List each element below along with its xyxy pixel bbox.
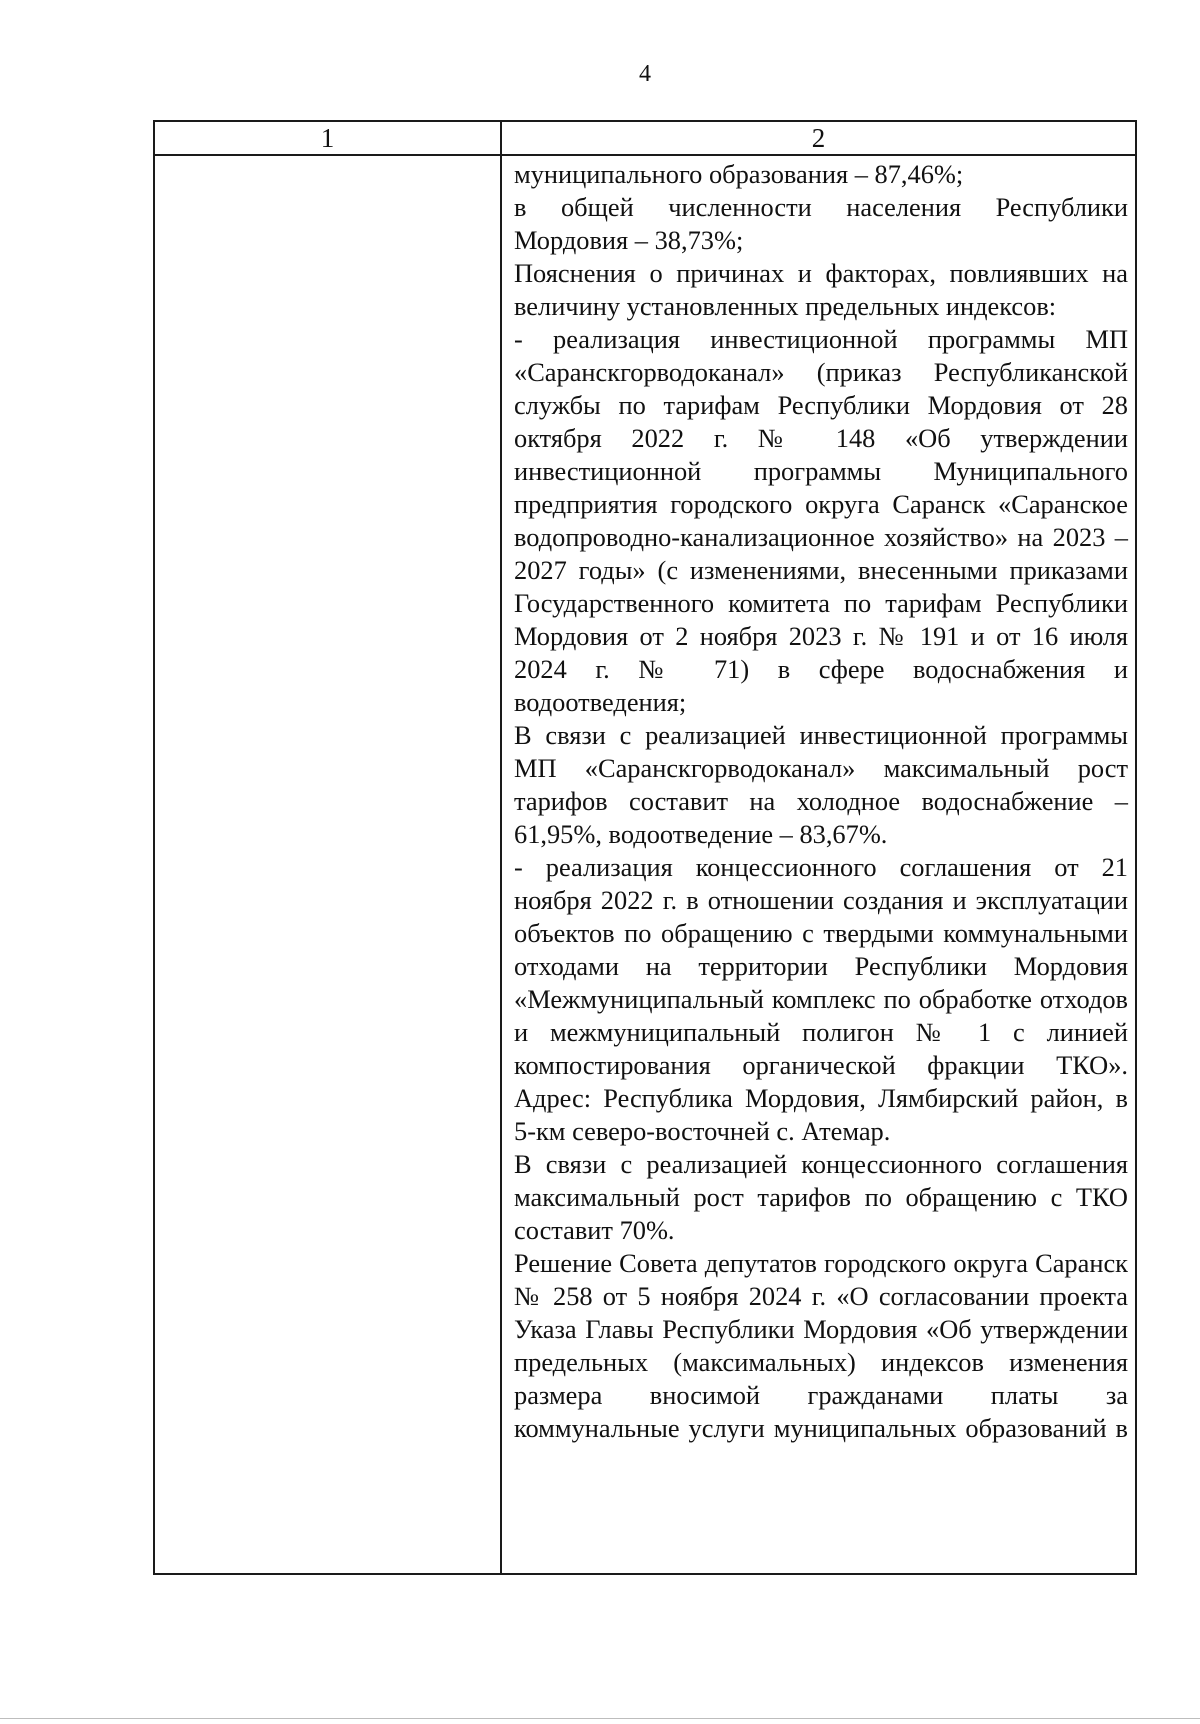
paragraph: В связи с реализацией инвестиционной программы МП «Саранскгорводоканал» максимальный рост тарифов составит на холодное водоснабжение – 61,95%, водоотведение – 83,67%. <box>514 720 1128 849</box>
document-table <box>153 120 1137 1575</box>
column-header-2: 2 <box>811 123 826 153</box>
paragraph: - реализация инвестиционной программы МП «Саранскгорводоканал» (приказ Республиканской службы по тарифам Республики Мордовия от 28 октября 2022 г. № 148 «Об утверждении инвестиционной программы Муниципального предприятия городского округа Саранск «Саранское водопроводно-канализационное хозяйство» на 2023 – 2027 годы» (с изменениями, внесенными приказами Государственного комитета по тарифам Республики Мордовия от 2 ноября 2023 г. № 191 и от 16 июля 2024 г. № 71) в сфере водоснабжения и водоотведения; <box>514 324 1128 717</box>
paragraph: В связи с реализацией концессионного соглашения максимальный рост тарифов по обращению с ТКО составит 70%. <box>514 1149 1128 1245</box>
paragraph: в общей численности населения Республики Мордовия – 38,73%; <box>514 192 1128 255</box>
table-header-row <box>155 122 1135 156</box>
paragraph: - реализация концессионного соглашения от 21 ноября 2022 г. в отношении создания и эксплуатации объектов по обращению с твердыми коммунальными отходами на территории Республики Мордовия «Межмуниципальный комплекс по обработке отходов и межмуниципальный полигон № 1 с линией компостирования органической фракции ТКО». Адрес: Республика Мордовия, Лямбирский район, в 5-км северо-восточней с. Атемар. <box>514 852 1128 1146</box>
paragraph: Решение Совета депутатов городского округа Саранск № 258 от 5 ноября 2024 г. «О согласовании проекта Указа Главы Республики Мордовия «Об утверждении предельных (максимальных) индексов изменения размера вносимой гражданами платы за коммунальные услуги муниципальных образований в <box>514 1248 1128 1443</box>
column-divider <box>500 122 502 1573</box>
paragraph: Пояснения о причинах и факторах, повлиявших на величину установленных предельных индексов: <box>514 258 1128 321</box>
page-number: 4 <box>639 61 651 87</box>
column-header-1: 1 <box>320 123 335 153</box>
column-2-cell <box>514 158 1128 1445</box>
paragraph: муниципального образования – 87,46%; <box>514 159 964 189</box>
page-bottom-edge <box>0 1718 1200 1719</box>
